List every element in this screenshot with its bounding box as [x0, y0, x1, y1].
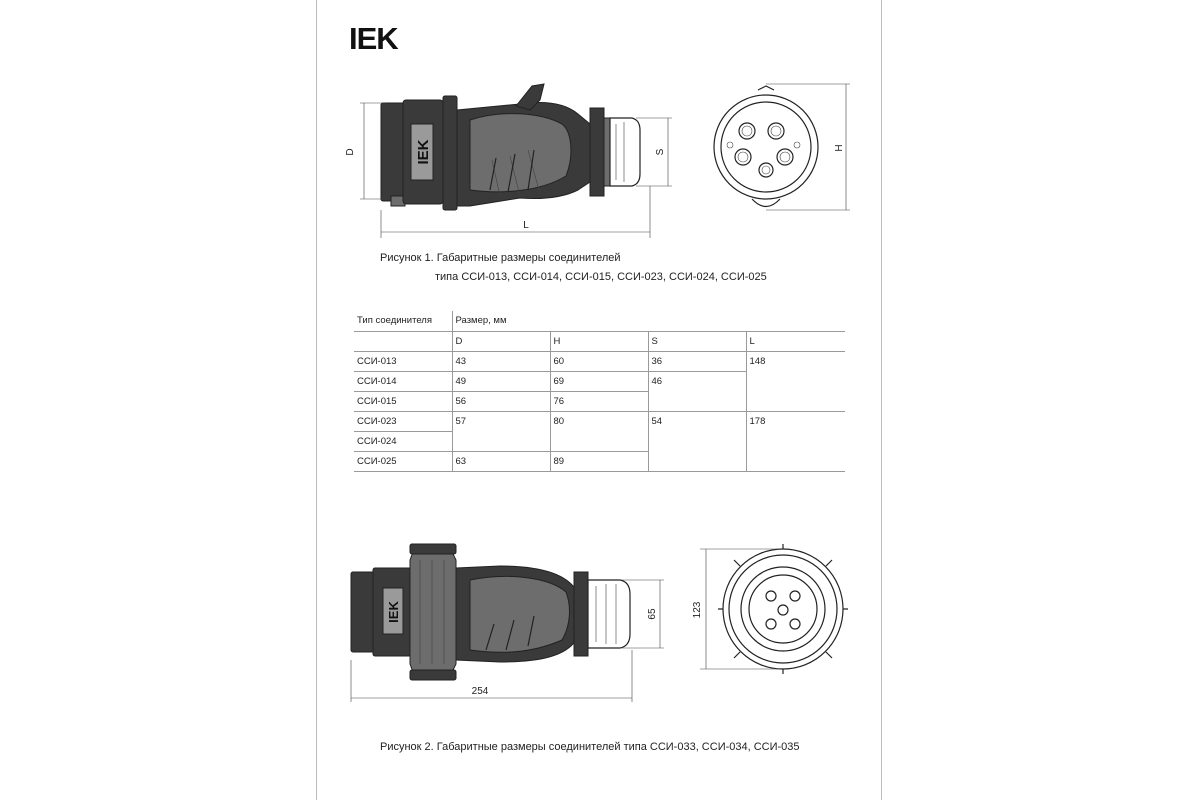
dim-label-s: S — [655, 148, 666, 156]
table-header-type: Тип соединителя — [354, 311, 452, 331]
table-row: ССИ-015 56 76 — [354, 391, 845, 411]
table-subheader-h: H — [550, 331, 648, 351]
table-subheader-l: L — [746, 331, 845, 351]
table-header-size: Размер, мм — [452, 311, 845, 331]
figure1-front-view — [714, 84, 850, 210]
table-subheader-d: D — [452, 331, 550, 351]
dim-label-h: H — [834, 144, 845, 152]
table-subheader-s: S — [648, 331, 746, 351]
figure1-caption-line1: Рисунок 1. Габаритные размеры соединителей — [380, 252, 621, 264]
dim-label-height: 123 — [692, 601, 703, 619]
brand-logo: IEK — [349, 21, 398, 56]
table-row: ССИ-023 57 80 54 178 — [354, 411, 845, 431]
table-row: ССИ-014 49 69 46 — [354, 371, 845, 391]
dimensions-table — [354, 311, 845, 472]
figure2-caption: Рисунок 2. Габаритные размеры соединителей типа ССИ-033, ССИ-034, ССИ-035 — [380, 741, 800, 753]
dim-label-length: 254 — [471, 686, 489, 697]
figure2-front-view — [700, 544, 848, 674]
figure1-side-view — [360, 84, 672, 238]
table-row: ССИ-024 — [354, 431, 845, 451]
svg-text:IEK: IEK — [415, 139, 432, 165]
figure2-side-view — [351, 544, 664, 702]
dim-label-d: D — [345, 148, 356, 156]
table-row: ССИ-025 63 89 — [354, 451, 845, 471]
svg-text:IEK: IEK — [386, 601, 401, 623]
table-row: ССИ-013 43 60 36 148 — [354, 351, 845, 371]
figure1-caption-line2: типа ССИ-013, ССИ-014, ССИ-015, ССИ-023, ССИ-024, ССИ-025 — [435, 271, 767, 283]
dim-label-width: 65 — [647, 608, 658, 620]
dim-label-l: L — [523, 220, 529, 231]
